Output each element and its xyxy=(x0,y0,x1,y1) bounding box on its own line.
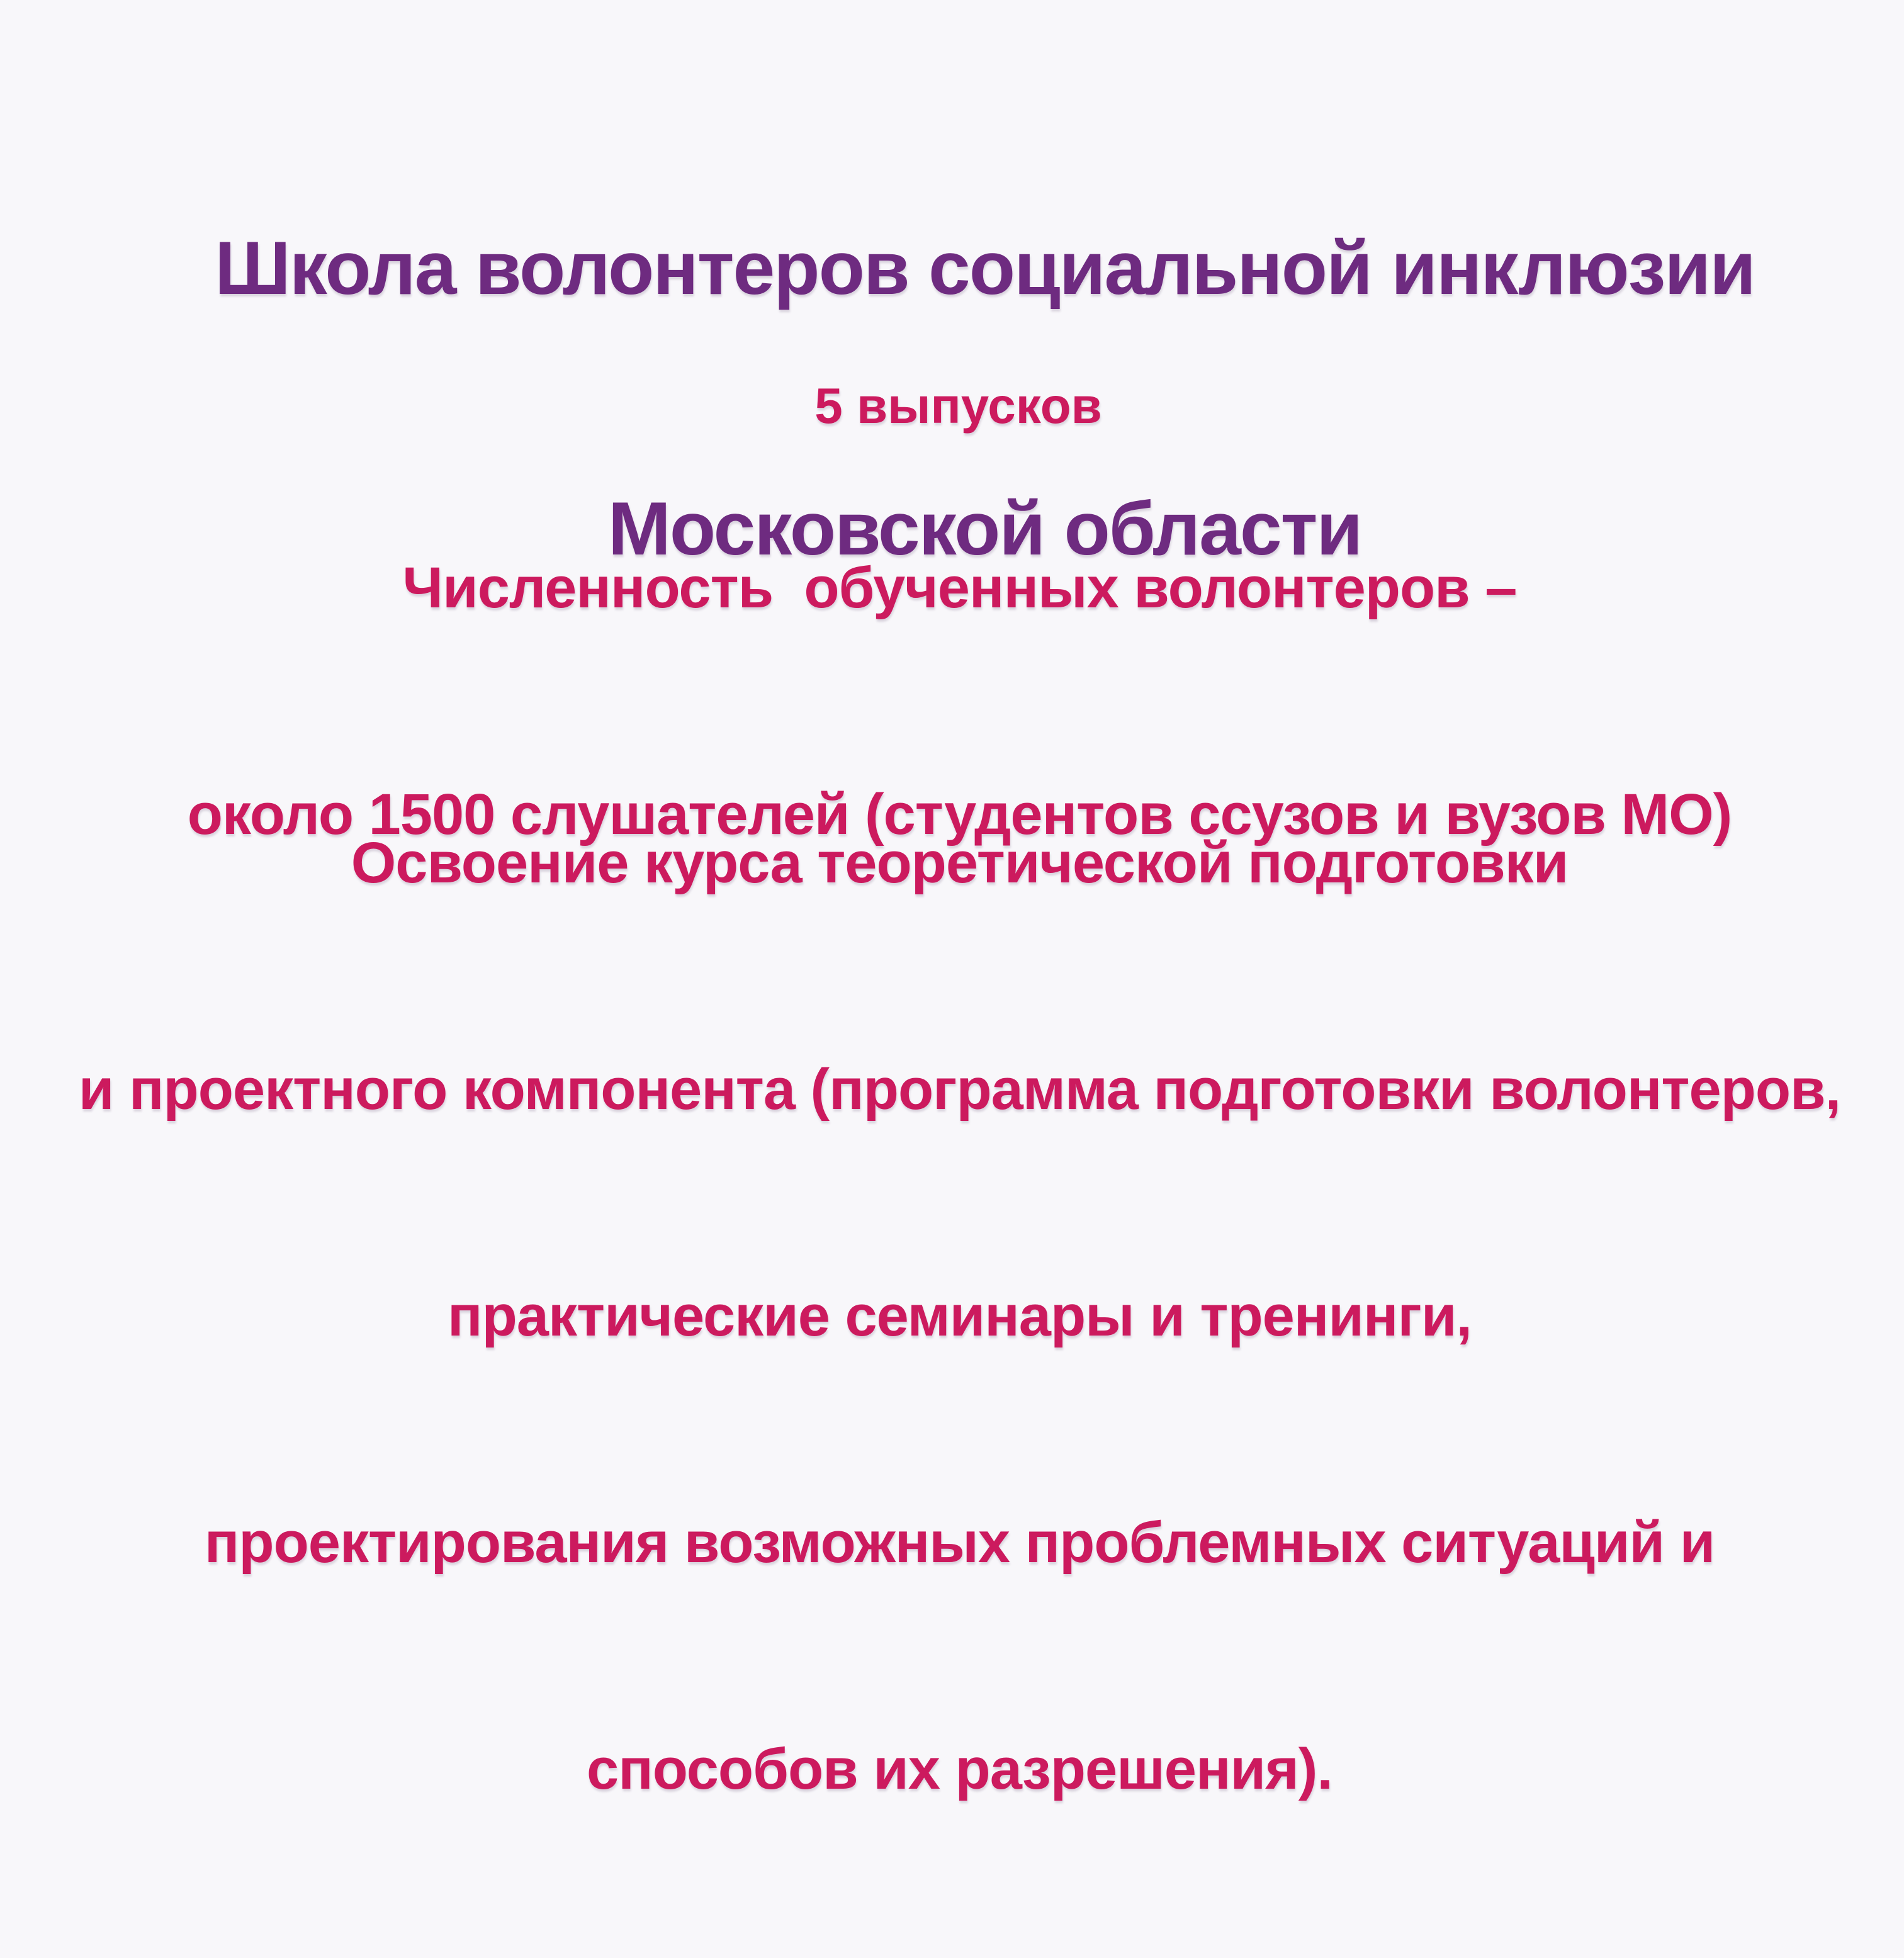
stats-line-1: Численность обученных волонтеров – xyxy=(402,556,1517,620)
subtitle-text: 5 выпусков xyxy=(814,378,1102,434)
description-line-2: и проектного компонента (программа подготовки волонтеров, xyxy=(78,1057,1841,1122)
slide-title-line-2: Московской области xyxy=(607,487,1362,571)
stats-line-2: около 1500 слушателей (студентов ссузов и вузов МО) xyxy=(187,782,1732,847)
description-line-3: практические семинары и тренинги, xyxy=(448,1284,1472,1348)
course-description xyxy=(79,674,1840,1958)
description-line-5: способов их разрешения). xyxy=(587,1737,1332,1801)
description-line-1: Освоение курса теоретической подготовки xyxy=(351,831,1569,895)
slide-title-line-1: Школа волонтеров социальной инклюзии xyxy=(215,226,1755,310)
description-line-4: проектирования возможных проблемных ситуаций и xyxy=(204,1511,1715,1575)
